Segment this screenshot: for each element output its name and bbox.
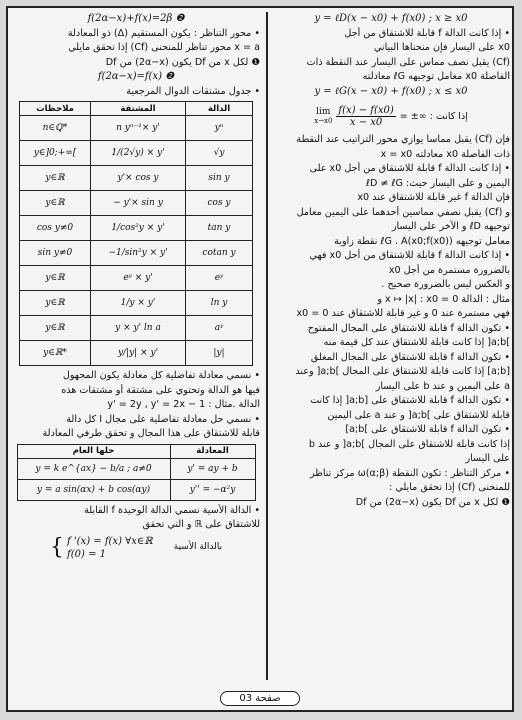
derivative-note-cell: y∈ℝ xyxy=(20,191,91,216)
left-top-line: • جدول مشتقات الدوال المرجعية xyxy=(126,85,260,97)
derivative-row xyxy=(20,341,253,366)
right-b-line: فإن الدالة f غير قابلة للاشتقاق عند x0 xyxy=(357,192,510,203)
derivative-row xyxy=(20,216,253,241)
right-b-line: فهي مستمرة عند 0 و غير قابلة للاشتقاق عند x0 = 0 xyxy=(296,308,510,319)
header-equation: المعادلة xyxy=(170,444,255,458)
derivative-row xyxy=(20,291,253,316)
derivative-note-cell: y∈ℝ xyxy=(20,291,91,316)
left-mid-line: قابلة للاشتقاق على هذا المجال و تحقق طرفي المعادلة xyxy=(42,428,260,439)
right-a-line: y = ℓG(x − x0) + f(x0) ; x ≤ x0 xyxy=(314,85,468,97)
left-middle-text xyxy=(12,369,260,442)
right-b-line: • تكون الدالة f قابلة للاشتقاق على [a;b[ إذا كانت xyxy=(310,395,510,406)
right-b-line: للمنحنى (Cf) إذا تحقق مايلي : xyxy=(389,482,510,493)
differential-equations-table xyxy=(17,444,256,501)
right-b-line: • تكون الدالة f قابلة للاشتقاق على المجال المغلق xyxy=(310,351,510,363)
right-b-line: مثال : الدالة x ↦ |x| : x0 = 0 و xyxy=(377,293,510,305)
right-b-line: بالضرورة مستمرة من أجل x0 xyxy=(388,264,510,276)
right-b-line: و (Cf) يقبل نصفي مماسين أحدهما على اليمين معامل xyxy=(296,206,510,218)
fraction-denominator: x − x0 xyxy=(349,116,383,128)
limit-word: lim xyxy=(316,107,331,117)
derivative-row xyxy=(20,166,253,191)
de-table-header xyxy=(17,444,255,458)
right-text-b xyxy=(272,133,510,510)
function-cell: aʸ xyxy=(186,316,253,341)
right-b-line: توجيهه ℓD و الآخر على اليسار xyxy=(391,221,510,232)
de-row xyxy=(17,458,255,479)
header-general-solution: حلها العام xyxy=(17,444,170,458)
derivative-row xyxy=(20,316,253,341)
derivative-cell: y'× cos y xyxy=(91,166,186,191)
solution-cell: y = a sin(αx) + b cos(αy) xyxy=(17,479,170,500)
right-b-line: • إذا كانت الدالة f قابلة للاشتقاق من أجل x0 على xyxy=(309,163,510,174)
page-number: صفحة 03 xyxy=(220,691,299,706)
function-cell: |y| xyxy=(186,341,253,366)
right-a-line: x0 على اليسار فإن منحناها البياني xyxy=(373,42,510,53)
derivative-cell: eʸ × y' xyxy=(91,266,186,291)
derivative-note-cell: y∈ℝ xyxy=(20,316,91,341)
function-cell: cotan y xyxy=(186,241,253,266)
left-bottom-line: للاشتقاق على ℝ و التي تحقق xyxy=(142,519,260,530)
right-b-line: ذات الفاصلة x0 معادلته x = x0 xyxy=(380,148,510,160)
right-b-line: • إذا كانت الدالة f قابلة للاشتقاق من أجل x0 فهي xyxy=(309,250,510,261)
function-cell: sin y xyxy=(186,166,253,191)
header-derivative: المشتقة xyxy=(91,102,186,116)
derivatives-table xyxy=(19,101,253,366)
left-top-line: x = a محور تناظر للمنحنى (Cf) إذا تحقق مايلي xyxy=(68,42,260,53)
document-page xyxy=(6,6,514,712)
derivative-cell: − y'× sin y xyxy=(91,191,186,216)
right-column xyxy=(266,12,510,680)
derivative-cell: y/|y| × y' xyxy=(91,341,186,366)
right-b-line: إذا كانت قابلة للاشتقاق على المجال ]a;b[ و عند b xyxy=(308,438,510,450)
right-b-line: a على اليمين و عند b على اليسار xyxy=(375,380,510,392)
function-cell: tan y xyxy=(186,216,253,241)
right-b-line: ]a;b[ إذا كانت قابلة للاشتقاق عند كل قيمة منه xyxy=(323,337,510,348)
derivative-row xyxy=(20,266,253,291)
right-a-line: (Cf) يقبل نصف مماس على اليسار عند النقطة ذات xyxy=(306,56,510,68)
condition-note: بالدالة الأسية xyxy=(173,542,223,552)
page-footer xyxy=(8,686,512,706)
derivative-note-cell: y∈]0;+∞[ xyxy=(20,141,91,166)
right-a-line: • إذا كانت الدالة f قابلة للاشتقاق من أجل xyxy=(344,27,510,39)
right-b-line: • تكون الدالة f قابلة للاشتقاق على المجال المفتوح xyxy=(307,322,510,334)
derivative-note-cell: y∈ℝ xyxy=(20,266,91,291)
derivative-row xyxy=(20,241,253,266)
function-cell: √y xyxy=(186,141,253,166)
limit-result: = ±∞ : إذا كانت xyxy=(399,110,468,122)
derivative-note-cell: y∈ℝ* xyxy=(20,341,91,366)
function-cell: cos y xyxy=(186,191,253,216)
left-top-line: f(2α−x)+f(x)=2β ❷ xyxy=(87,13,185,24)
derivative-cell: 1/(2√y) × y' xyxy=(91,141,186,166)
right-b-line: • تكون الدالة f قابلة للاشتقاق على ]a;b] xyxy=(345,424,510,435)
left-mid-line: فيها هو الدالة وتحتوي على مشتقة أو مشتقات هذه xyxy=(61,384,260,396)
condition-2: f(0) = 1 xyxy=(67,548,107,560)
header-function: الدالة xyxy=(186,102,253,116)
right-text-a xyxy=(272,12,510,99)
left-mid-line: • نسمي معادلة تفاضلية كل معادلة يكون المجهول xyxy=(62,370,260,381)
brace-glyph: { xyxy=(49,534,64,560)
left-bottom-text xyxy=(12,504,260,533)
condition-1: f '(x) = f(x) ∀x∈ℝ xyxy=(67,535,153,547)
derivative-note-cell: cos y≠0 xyxy=(20,216,91,241)
function-cell: eʸ xyxy=(186,266,253,291)
derivative-cell: 1/cos²y × y' xyxy=(91,216,186,241)
left-top-text xyxy=(12,12,260,99)
de-row xyxy=(17,479,255,500)
equation-cell: y'' = −α²y xyxy=(170,479,255,500)
left-mid-line: الدالة .مثال : y' = 2y , y' = 2x − 1 xyxy=(107,399,260,410)
left-bottom-line: • الدالة الأسية نسمي الدالة الوحيدة f القابلة xyxy=(84,504,260,516)
right-b-line: و العكس ليس بالضرورة صحيح . xyxy=(381,279,510,290)
derivative-row xyxy=(20,191,253,216)
solution-cell: y = k e^{ax} − b/a ; a≠0 xyxy=(17,458,170,479)
left-column xyxy=(12,12,260,680)
left-top-line: f(2α−x)=f(x) ❷ xyxy=(97,71,175,82)
right-b-line: فإن (Cf) يقبل مماسا يوازي محور التراتيب عند النقطة xyxy=(296,134,510,145)
right-b-line: معامل توجيهه ℓG . A(x0;f(x0)) نقطة زاوية xyxy=(334,235,510,247)
right-b-line: اليمين و على اليسار حيث: ℓD ≠ ℓG xyxy=(366,177,510,189)
derivative-note-cell: sin y≠0 xyxy=(20,241,91,266)
condition-rows xyxy=(67,535,153,561)
left-mid-line: • نسمي حل معادلة تفاضلية على مجال I كل دالة xyxy=(66,413,260,425)
derivative-note-cell: n∈ℚ* xyxy=(20,116,91,141)
derivative-note-cell: y∈ℝ xyxy=(20,166,91,191)
derivative-cell: −1/sin²y × y' xyxy=(91,241,186,266)
function-cell: yⁿ xyxy=(186,116,253,141)
header-notes: ملاحظات xyxy=(20,102,91,116)
right-b-line: [a;b] إذا كانت قابلة للاشتقاق على المجال ]a;b[ وعند xyxy=(295,366,510,377)
derivatives-table-header xyxy=(20,102,253,116)
derivative-row xyxy=(20,141,253,166)
limit-expression xyxy=(272,99,510,133)
limit-subscript: x→x0 xyxy=(314,117,333,125)
right-b-line: على اليسار xyxy=(465,453,510,464)
limit-operator xyxy=(314,107,332,125)
right-b-line: ❶ لكل x من Df يكون (2α−x) من Df xyxy=(355,496,510,508)
derivative-cell: 1/y × y' xyxy=(91,291,186,316)
derivative-row xyxy=(20,116,253,141)
right-b-line: • مركز التناظر : تكون النقطة ω(α;β) مركز تناظر xyxy=(309,467,510,479)
exponential-conditions xyxy=(12,535,260,561)
right-a-line: y = ℓD(x − x0) + f(x0) ; x ≥ x0 xyxy=(314,13,468,24)
derivative-cell: y × y' ln a xyxy=(91,316,186,341)
right-b-line: قابلة للاشتقاق على ]a;b[ و عند a على اليمين xyxy=(327,409,510,421)
left-top-line: • محور التناظر : يكون المستقيم (Δ) ذو المعادلة xyxy=(67,27,260,39)
limit-fraction xyxy=(336,105,395,128)
right-a-line: الفاصلة x0 معامل توجيهه ℓG معادلته xyxy=(362,71,510,82)
function-cell: ln y xyxy=(186,291,253,316)
fraction-numerator: f(x) − f(x0) xyxy=(338,104,394,116)
left-top-line: ❶ لكل x من Df يكون (2α−x) من Df xyxy=(105,56,260,68)
equation-cell: y' = ay + b xyxy=(170,458,255,479)
derivative-cell: n yⁿ⁻¹× y' xyxy=(91,116,186,141)
